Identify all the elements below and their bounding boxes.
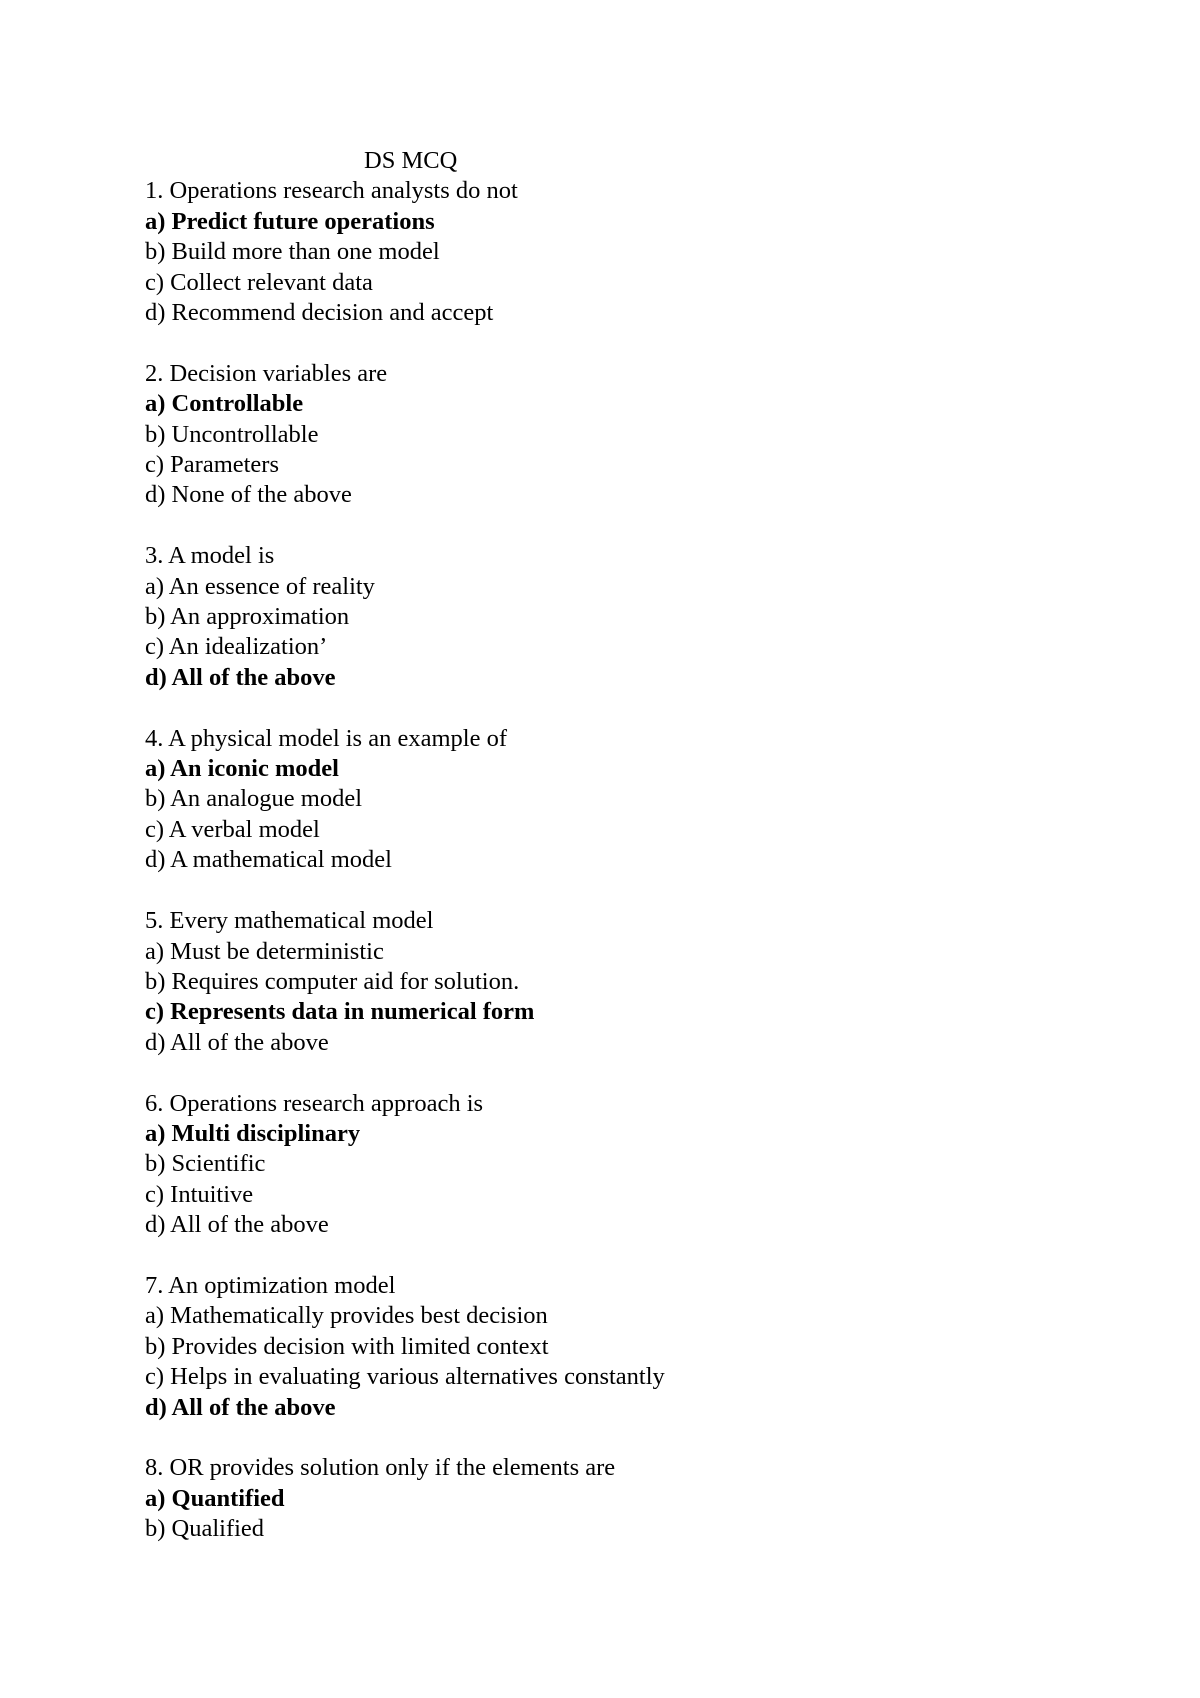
answer-option: a) Must be deterministic bbox=[145, 937, 384, 965]
correct-answer-option: a) Multi disciplinary bbox=[145, 1119, 361, 1147]
answer-option: b) Provides decision with limited context bbox=[145, 1332, 549, 1360]
answer-option: b) Requires computer aid for solution. bbox=[145, 967, 520, 995]
question-list bbox=[145, 176, 1045, 1544]
correct-answer-option: a) An iconic model bbox=[145, 755, 339, 783]
correct-answer-option: c) Represents data in numerical form bbox=[145, 998, 535, 1026]
answer-option: d) Recommend decision and accept bbox=[145, 299, 494, 327]
answer-option: b) An approximation bbox=[145, 603, 350, 631]
answer-option: b) Qualified bbox=[145, 1515, 265, 1543]
question-block bbox=[145, 1271, 1045, 1423]
question-block bbox=[145, 906, 1045, 1058]
correct-answer-option: d) All of the above bbox=[145, 1393, 336, 1421]
answer-option: d) All of the above bbox=[145, 1028, 329, 1056]
question-stem: 3. A model is bbox=[145, 542, 275, 570]
question-stem: 1. Operations research analysts do not bbox=[145, 177, 518, 205]
answer-option: b) An analogue model bbox=[145, 785, 363, 813]
question-block bbox=[145, 1453, 1045, 1544]
answer-option: a) An essence of reality bbox=[145, 572, 375, 600]
question-stem: 2. Decision variables are bbox=[145, 359, 388, 387]
correct-answer-option: a) Controllable bbox=[145, 390, 304, 418]
question-block bbox=[145, 1089, 1045, 1241]
answer-option: d) None of the above bbox=[145, 481, 352, 509]
page-title: DS MCQ bbox=[364, 147, 458, 174]
answer-option: c) Parameters bbox=[145, 451, 279, 479]
question-block bbox=[145, 359, 1045, 511]
answer-option: c) An idealization’ bbox=[145, 633, 328, 661]
correct-answer-option: a) Predict future operations bbox=[145, 207, 435, 235]
answer-option: c) Helps in evaluating various alternatives constantly bbox=[145, 1363, 665, 1391]
answer-option: b) Scientific bbox=[145, 1150, 266, 1178]
question-block bbox=[145, 176, 1045, 328]
answer-option: a) Mathematically provides best decision bbox=[145, 1302, 548, 1330]
correct-answer-option: d) All of the above bbox=[145, 663, 336, 691]
question-stem: 7. An optimization model bbox=[145, 1271, 396, 1299]
question-stem: 4. A physical model is an example of bbox=[145, 724, 507, 752]
question-block bbox=[145, 724, 1045, 876]
question-stem: 6. Operations research approach is bbox=[145, 1089, 484, 1117]
answer-option: b) Build more than one model bbox=[145, 238, 440, 266]
answer-option: d) A mathematical model bbox=[145, 846, 392, 874]
question-stem: 8. OR provides solution only if the elements are bbox=[145, 1454, 616, 1482]
question-stem: 5. Every mathematical model bbox=[145, 907, 434, 935]
answer-option: c) Intuitive bbox=[145, 1180, 254, 1208]
document-body bbox=[145, 146, 1045, 1575]
answer-option: b) Uncontrollable bbox=[145, 420, 319, 448]
question-block bbox=[145, 541, 1045, 693]
answer-option: c) Collect relevant data bbox=[145, 268, 373, 296]
answer-option: d) All of the above bbox=[145, 1211, 329, 1239]
correct-answer-option: a) Quantified bbox=[145, 1484, 285, 1512]
answer-option: c) A verbal model bbox=[145, 815, 320, 843]
